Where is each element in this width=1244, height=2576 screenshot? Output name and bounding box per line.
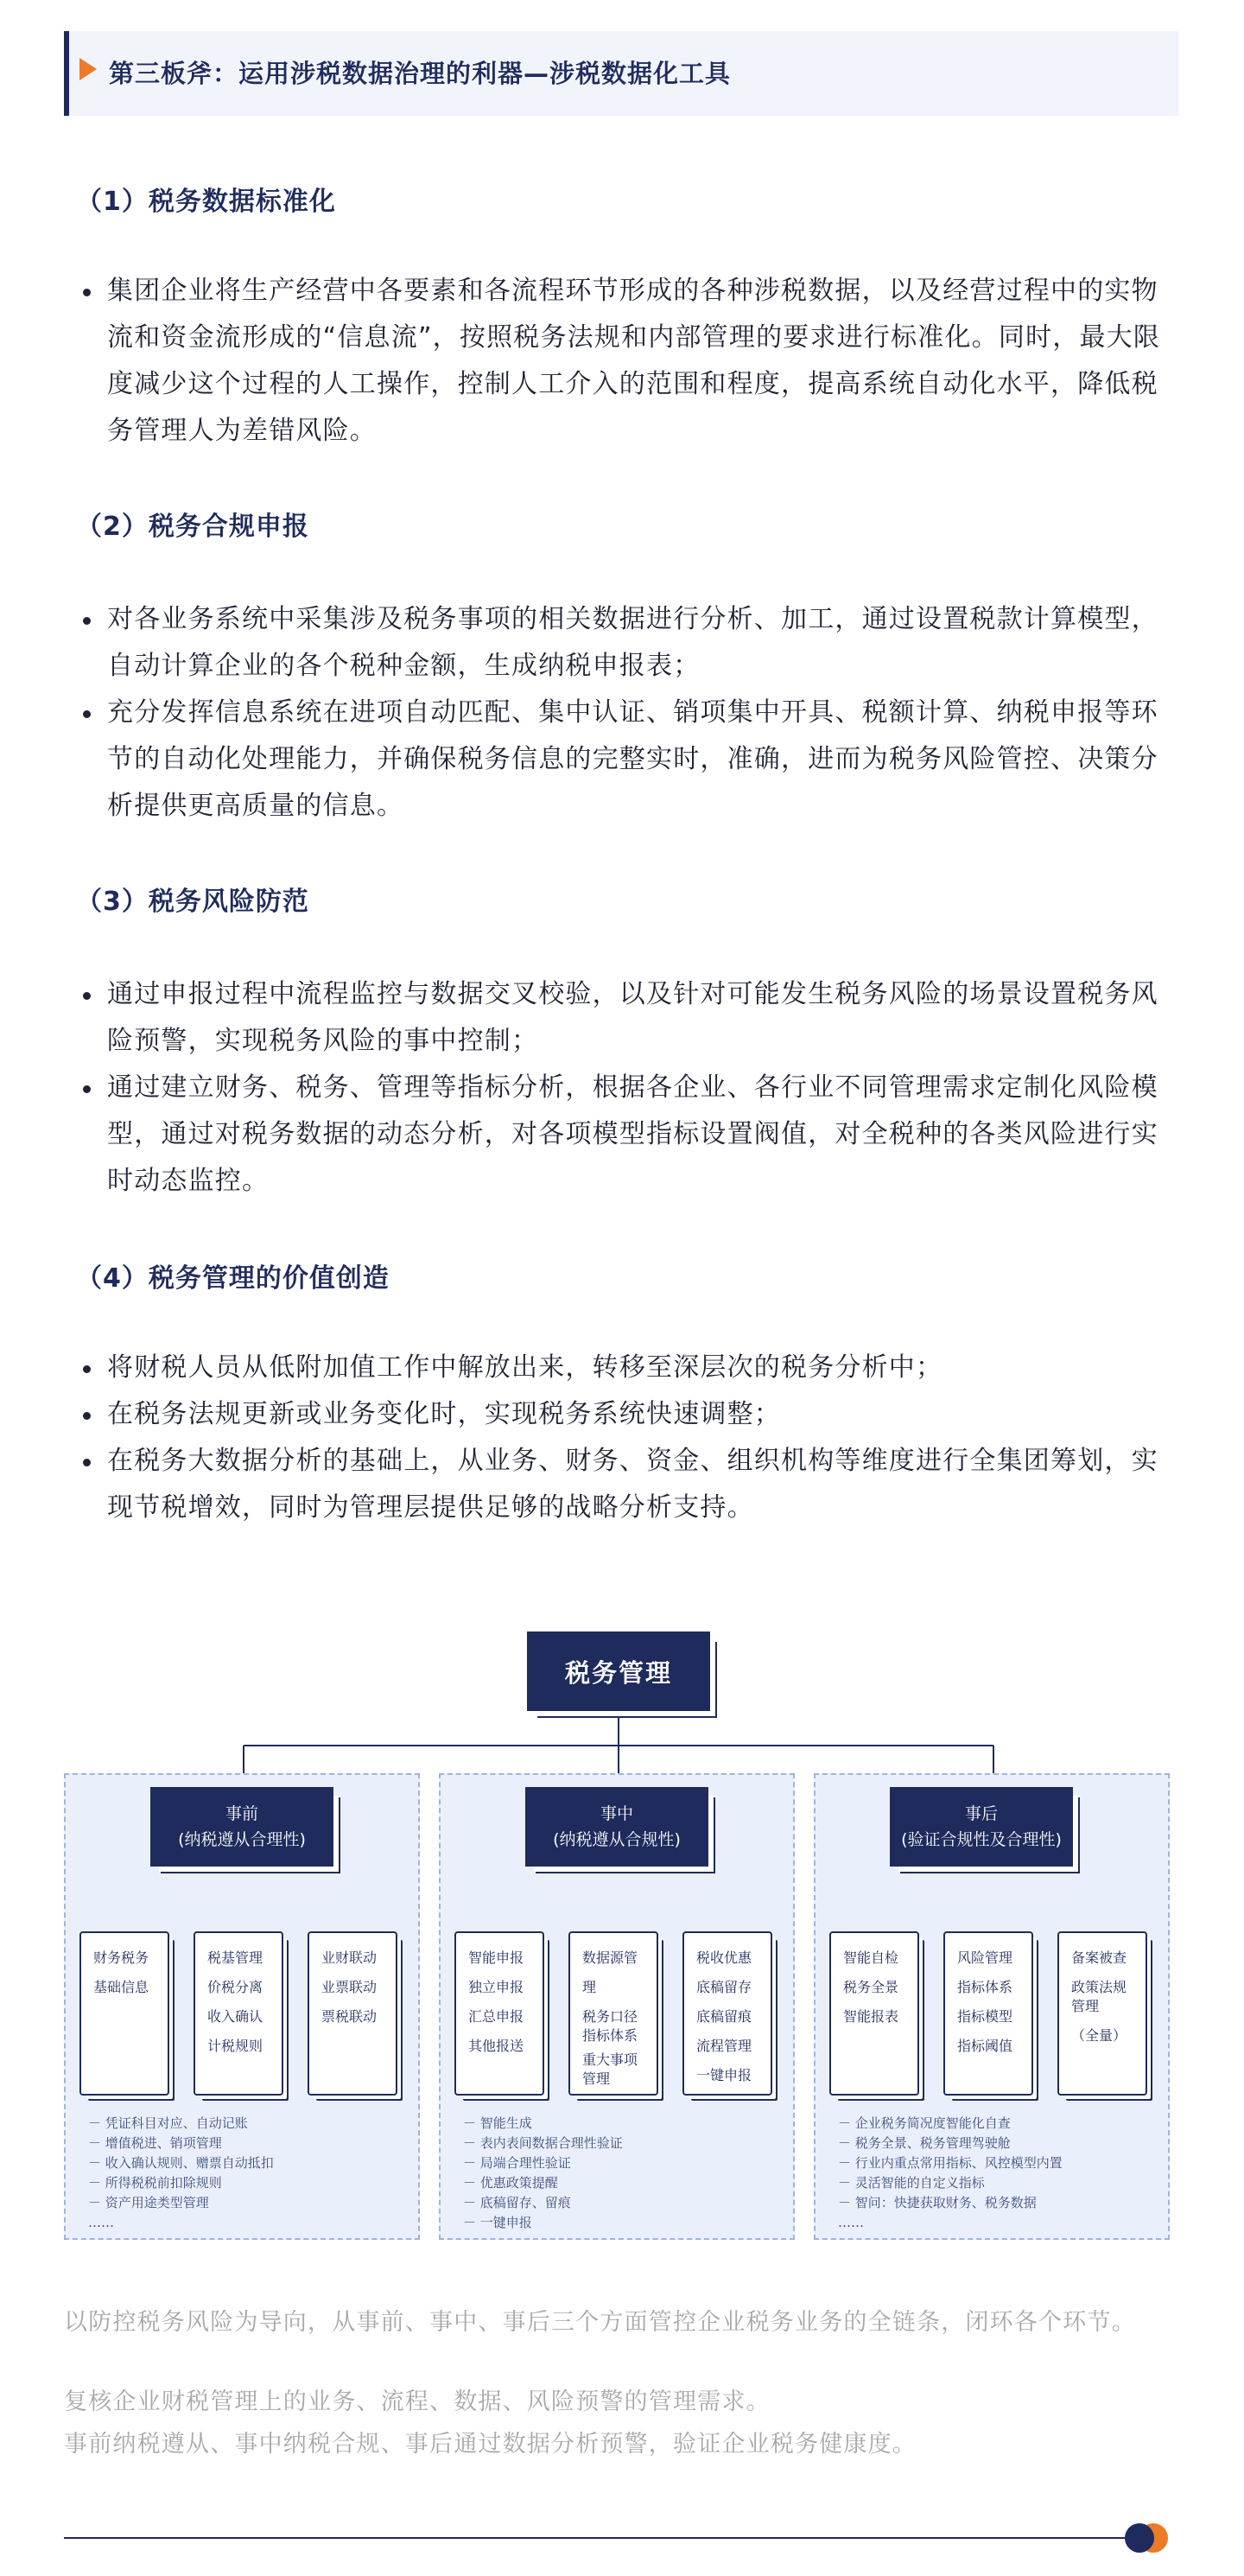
bullet-list-risk [83,971,1178,1205]
root-node: 税务管理 [527,1631,710,1711]
card-item: 基础信息 [93,1979,149,1995]
list-item: 对各业务系统中采集涉及税务事项的相关数据进行分析、加工，通过设置税款计算模型，自动计算企业的各个税种金额，生成纳税申报表； [83,596,1178,690]
card-data-source [568,1931,658,2096]
caption-line: 以防控税务风险为导向，从事前、事中、事后三个方面管控企业税务业务的全链条，闭环各个环节。 [64,2309,1136,2336]
card-item: 指标模型 [957,2008,1013,2025]
card-item: 汇总申报 [468,2008,524,2025]
phase-subtitle: (纳税遵从合规性) [553,1830,681,1849]
card-filing-audit [1057,1931,1147,2096]
card-item: 流程管理 [696,2038,752,2054]
banner-title: 第三板斧：运用涉税数据治理的利器—涉税数据化工具 [109,59,732,88]
tax-management-diagram [0,1625,1244,2255]
card-item: 智能申报 [468,1949,524,1966]
phase-subtitle: (验证合规性及合理性) [901,1830,1062,1849]
bullet-list-value [83,1345,1178,1531]
note-item: － 灵活智能的自定义指标 [838,2175,985,2191]
note-item: － 智能生成 [463,2115,532,2131]
phase-subtitle: (纳税遵从合理性) [178,1830,306,1849]
note-item: － 税务全景、税务管理驾驶舱 [838,2135,1011,2151]
list-item: 集团企业将生产经营中各要素和各流程环节形成的各种涉税数据，以及经营过程中的实物流和资金流形成的“信息流”，按照税务法规和内部管理的要求进行标准化。同时，最大限度减少这个过程的人工操作，控制人工介入的范围和程度，提高系统自动化水平，降低税务管理人为差错风险。 [83,268,1178,455]
card-item: 智能自检 [843,1949,899,1966]
card-item: 智能报表 [843,2008,899,2025]
play-triangle-icon [79,58,97,80]
card-item: 政策法规管理 [1071,1979,1127,2014]
section-heading-compliance: （2）税务合规申报 [76,512,309,542]
card-item: 其他报送 [468,2038,524,2054]
bullet-list-compliance [83,596,1178,830]
card-item: 风险管理 [957,1949,1013,1966]
card-self-check [829,1931,919,2096]
phase-title: 事中 [600,1804,633,1823]
caption-line: 事前纳税遵从、事中纳税合规、事后通过数据分析预警，验证企业税务健康度。 [64,2431,917,2458]
card-linkage [308,1931,397,2096]
card-item: 财务税务 [93,1949,149,1966]
phase-notes-after [838,2114,1063,2233]
bullet-list-standardization [83,268,1178,455]
card-item: 税务全景 [843,1979,899,1995]
note-item: － 所得税税前扣除规则 [88,2175,222,2191]
note-item: － 表内表间数据合理性验证 [463,2135,623,2151]
list-item: 通过申报过程中流程监控与数据交叉校验，以及针对可能发生税务风险的场景设置税务风险预警，实现税务风险的事中控制； [83,971,1178,1065]
note-item: － 企业税务简况度智能化自查 [838,2115,1011,2131]
list-item: 将财税人员从低附加值工作中解放出来，转移至深层次的税务分析中； [83,1345,1178,1391]
card-item: 独立申报 [468,1979,524,1995]
note-item: …… [88,2215,114,2230]
phase-notes-during [463,2114,623,2233]
phase-node-during [525,1787,708,1867]
card-tax-base [194,1931,283,2096]
card-item: 指标阈值 [957,2038,1013,2054]
footer-navy-dot-icon [1125,2523,1154,2553]
section-heading-standardization: （1）税务数据标准化 [76,187,336,217]
phase-title: 事前 [225,1804,258,1823]
card-item: 业票联动 [321,1979,378,1995]
note-item: － 行业内重点常用指标、风控模型内置 [838,2155,1063,2171]
card-risk-management [943,1931,1033,2096]
section-banner [64,31,1178,116]
note-item: － 凭证科目对应、自动记账 [88,2115,248,2131]
card-item: 一键申报 [696,2067,752,2083]
card-tax-incentive [682,1931,772,2096]
phase-node-after [890,1787,1073,1867]
note-item: － 局端合理性验证 [463,2155,571,2171]
footer-divider [64,2537,1135,2539]
list-item: 在税务大数据分析的基础上，从业务、财务、资金、组织机构等维度进行全集团筹划，实现节税增效，同时为管理层提供足够的战略分析支持。 [83,1438,1178,1531]
note-item: …… [838,2215,864,2230]
card-item: 收入确认 [207,2008,263,2025]
note-item: － 资产用途类型管理 [88,2195,209,2210]
card-item: 底稿留痕 [696,2008,752,2025]
note-item: － 一键申报 [463,2215,532,2230]
card-item: 业财联动 [321,1949,378,1966]
phase-node-before [150,1787,333,1867]
phase-notes-before [88,2114,274,2233]
section-heading-risk: （3）税务风险防范 [76,887,309,917]
caption-line: 复核企业财税管理上的业务、流程、数据、风险预警的管理需求。 [64,2388,771,2415]
card-item: 备案被查 [1071,1949,1127,1966]
card-item: 税务口径指标体系 [582,2008,638,2044]
card-item: 税收优惠 [696,1949,752,1966]
note-item: － 收入确认规则、赠票自动抵扣 [88,2155,274,2171]
note-item: － 智问：快捷获取财务、税务数据 [838,2195,1037,2210]
list-item: 充分发挥信息系统在进项自动匹配、集中认证、销项集中开具、税额计算、纳税申报等环节的自动化处理能力，并确保税务信息的完整实时，准确，进而为税务风险管控、决策分析提供更高质量的信息。 [83,690,1178,830]
card-item: 价税分离 [207,1979,263,1995]
note-item: － 优惠政策提醒 [463,2175,558,2191]
list-item: 在税务法规更新或业务变化时，实现税务系统快速调整； [83,1391,1178,1438]
card-item: 指标体系 [957,1979,1013,1995]
card-smart-filing [454,1931,544,2096]
card-item: 税基管理 [207,1949,263,1966]
card-item: 重大事项管理 [582,2051,638,2087]
card-item: 票税联动 [321,2008,378,2025]
card-item: 计税规则 [207,2038,263,2054]
card-item: （全量） [1071,2027,1127,2044]
list-item: 通过建立财务、税务、管理等指标分析，根据各企业、各行业不同管理需求定制化风险模型，通过对税务数据的动态分析，对各项模型指标设置阀值，对全税种的各类风险进行实时动态监控。 [83,1065,1178,1205]
card-item: 数据源管理 [582,1949,638,1995]
section-heading-value: （4）税务管理的价值创造 [76,1263,390,1294]
card-item: 底稿留存 [696,1979,752,1995]
card-basic-info [79,1931,169,2096]
note-item: － 增值税进、销项管理 [88,2135,222,2151]
phase-title: 事后 [964,1804,998,1823]
note-item: － 底稿留存、留痕 [463,2195,571,2210]
